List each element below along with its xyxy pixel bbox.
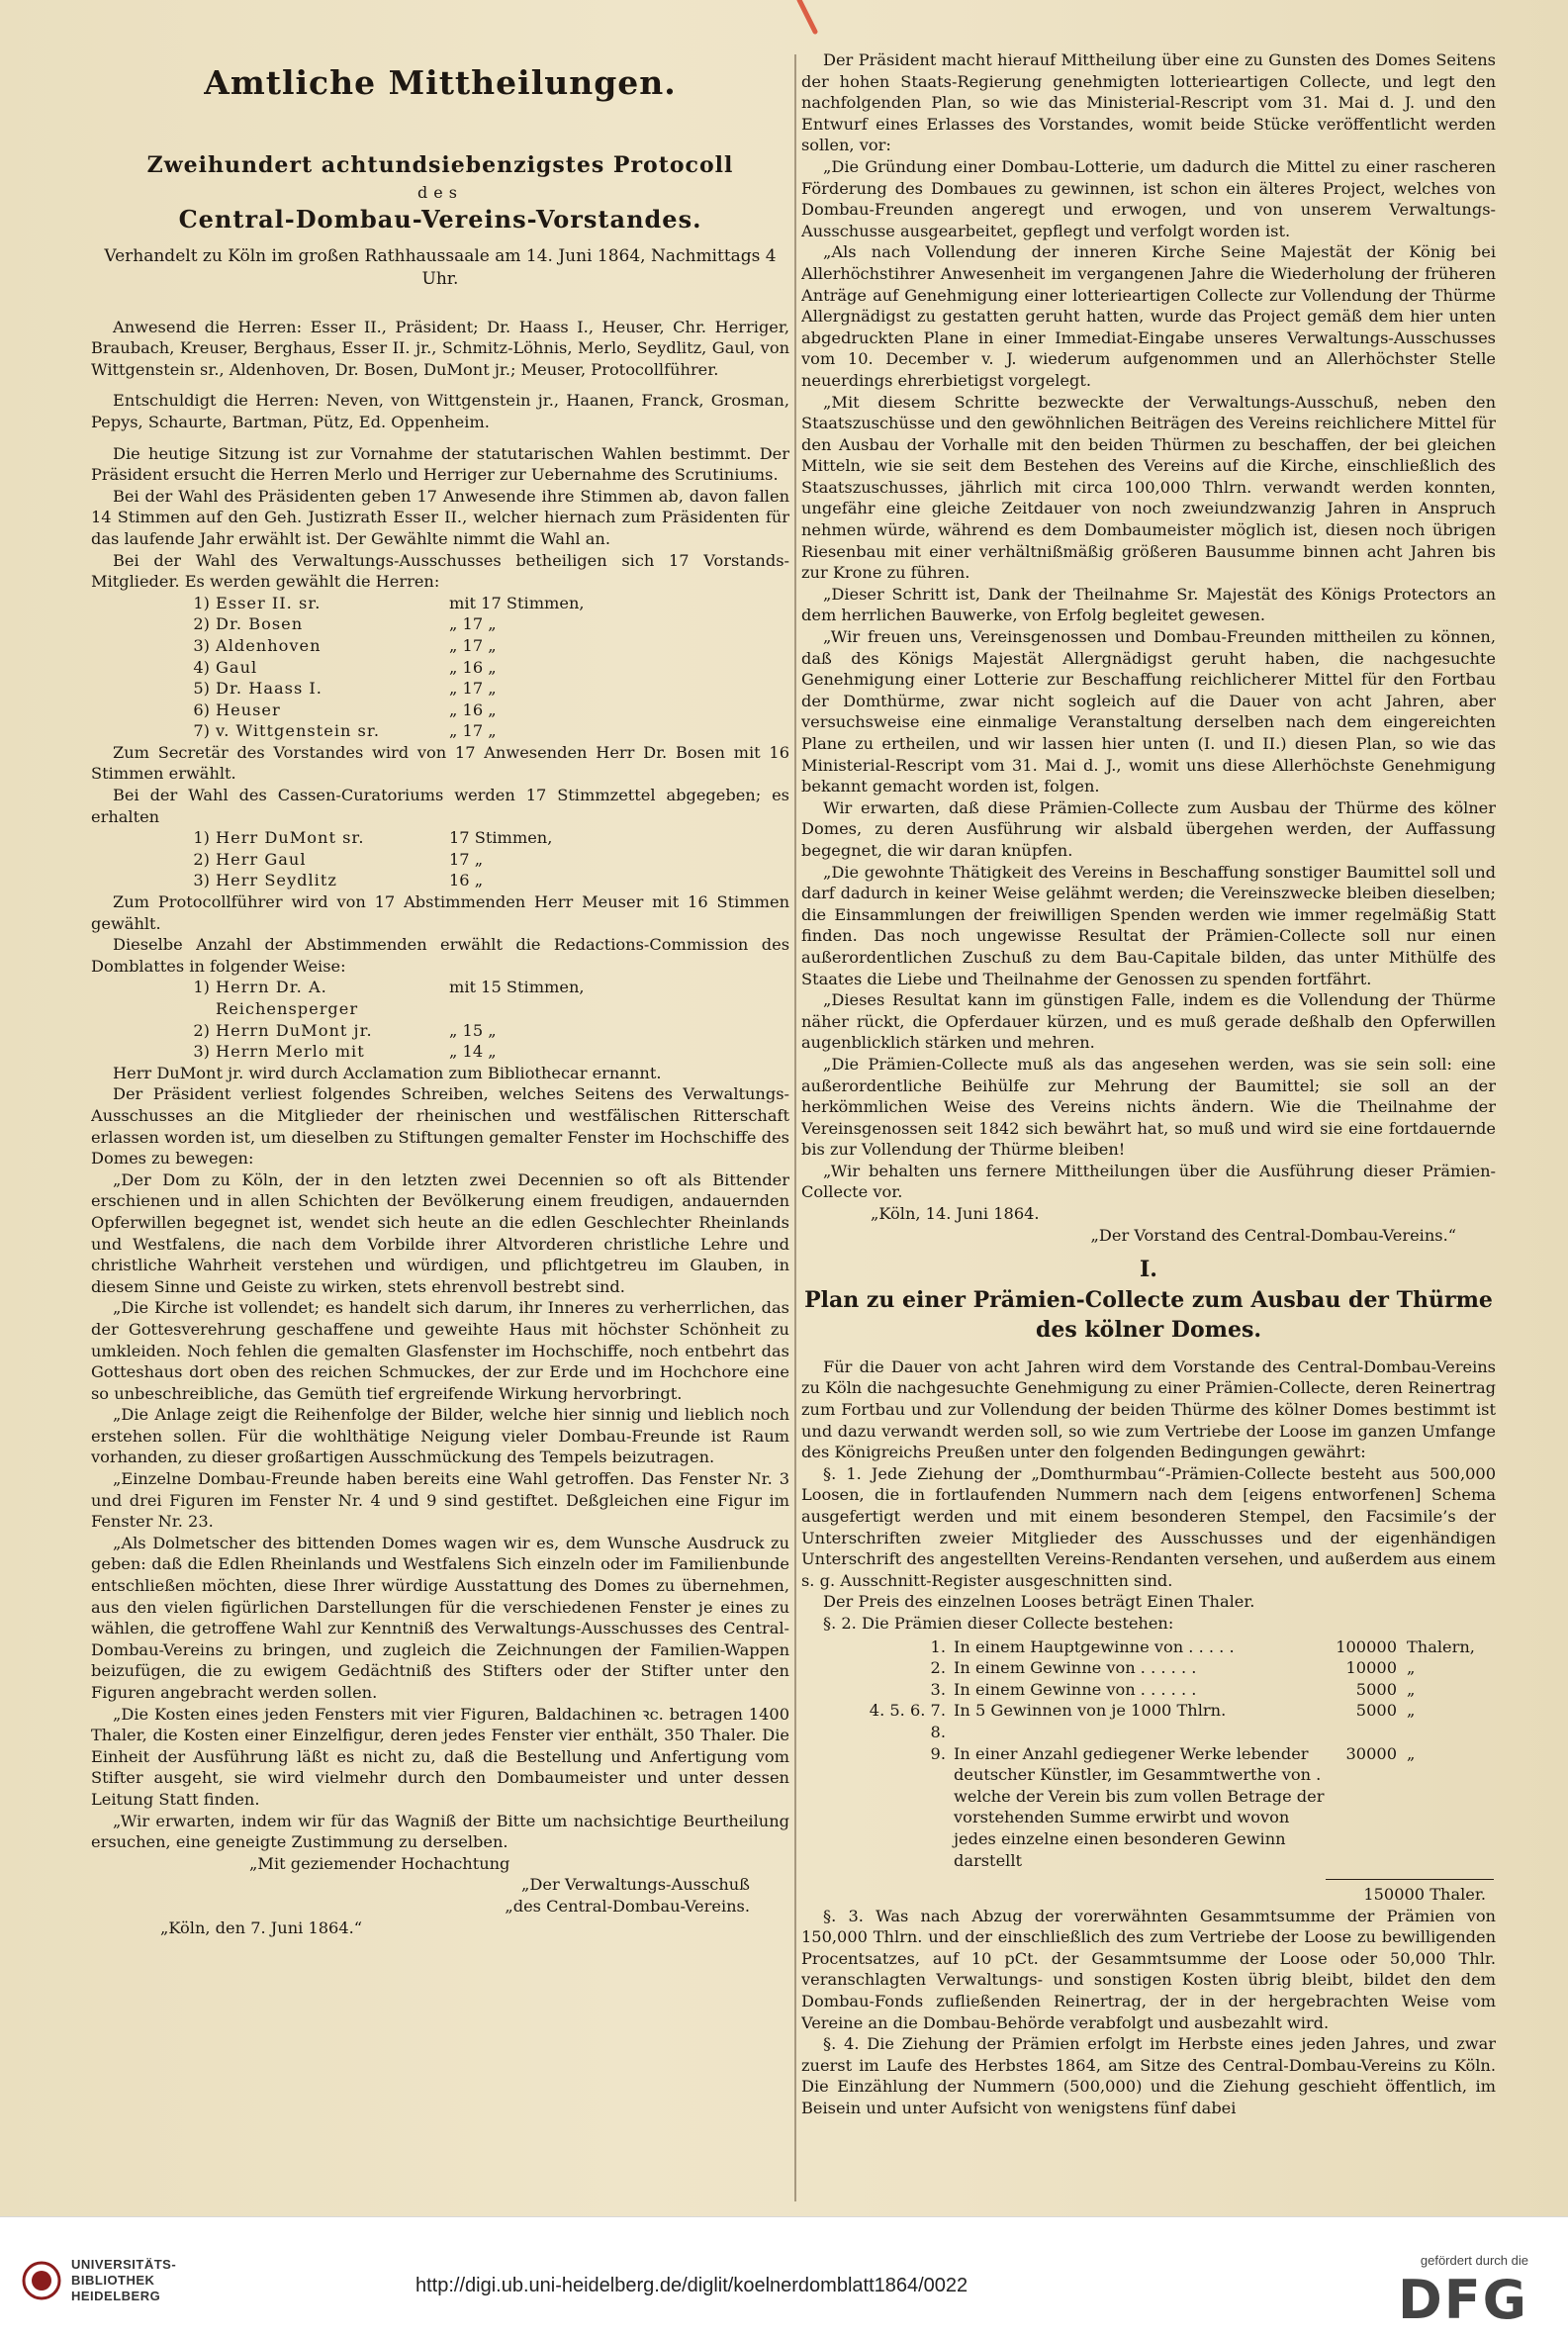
prize-number: 1. [930,1637,946,1656]
item-count: „ 17 „ [449,721,497,741]
viewer-footer [0,2216,1568,2338]
paragraph: §. 2. Die Prämien dieser Collecte bestehen: [823,1613,1174,1633]
paragraph: Bei der Wahl des Cassen-Curatoriums werden 17 Stimmzettel abgegeben; es erhalten [91,786,789,826]
item-name: Herrn DuMont jr. [216,1020,373,1040]
item-count: 17 „ [449,849,484,869]
paragraph: Die heutige Sitzung ist zur Vornahme der statutarischen Wahlen bestimmt. Der Präsident ersucht die Herren Merlo und Herriger zur Uebernahme des Scrutiniums. [91,443,789,485]
item-name: Gaul [216,657,258,677]
prize-text: In einem Gewinne von . . . . . . [954,1679,1197,1699]
quoted-paragraph: „Die gewohnte Thätigkeit des Vereins in Beschaffung sonstiger Baumittel soll und darf dadurch in keiner Weise gelähmt werden; die Vereinszwecke bleiben dieselben; die Einsammlungen der freiwilligen Spenden werden wie immer regelmäßig Statt finden. Das noch ungewisse Resultat der Prämien-Collecte soll nur einen außerordentlichen Zuschuß zu dem Bau-Capitale bilden, das unter Mithülfe des Staates die Liebe und Theilnahme der Genossen zu spenden fortfährt. [801,862,1496,988]
item-number: 2) [193,849,210,869]
paragraph: Dieselbe Anzahl der Abstimmenden erwählt die Redactions-Commission des Domblattes in folgender Weise: [91,935,789,976]
item-name: Dr. Bosen [216,614,304,634]
item-number: 1) [193,593,210,612]
redaction-list [91,977,789,1062]
quoted-paragraph: „Die Kirche ist vollendet; es handelt sich darum, ihr Inneres zu verherrlichen, das der Gottesverehrung geschaffene und geweihte Haus mit höchster Schönheit zu umkleiden. Noch fehlen die gemalten Glasfenster im Hochschiffe, noch entbehrt das Gotteshaus dort oben des reichen Schmuckes, der zur Erde und im Hochchore eine so unbeschreibliche, das Gemüth tief ergreifende Wirkung hervorbringt. [91,1298,789,1403]
item-count: „ 17 „ [449,635,497,655]
red-pen-mark [791,0,851,36]
paragraph: Zum Secretär des Vorstandes wird von 17 Anwesenden Herr Dr. Bosen mit 16 Stimmen erwählt. [91,742,789,784]
paragraph: §. 3. Was nach Abzug der vorerwähnten Gesammtsumme der Prämien von 150,000 Thlrn. und der einschließlich des zum Vertriebe der Loose zu bewilligenden Procentsatzes, auf 10 pCt. der Gesammtsumme der Loose oder 50,000 Thlr. veranschlagten Verwaltungs- und sonstigen Kosten übrig bleibt, bildet den dem Dombau-Fonds zufließenden Reinertrag, der in der hergebrachten Weise vom Vereine an die Dombau-Behörde verabfolgt und ausbezahlt wird. [801,1906,1496,2032]
committee-list [91,593,789,742]
item-number: 1) [193,828,210,848]
left-column [91,49,789,2206]
paragraph: Herr DuMont jr. wird durch Acclamation zum Bibliothecar ernannt. [113,1063,662,1082]
item-count: „ 17 „ [449,679,497,699]
quoted-paragraph: „Als nach Vollendung der inneren Kirche Seine Majestät der König bei Allerhöchstihrer Anwesenheit im vergangenen Jahre die Wiederholung der früheren Anträge auf Genehmigung einer lotterieartigen Collecte zur Vollendung der Thürme Allergnädigst zu gestatten geruht hatten, wurde das Project gemäß dem hier unten abgedruckten Plane in einer Immediat-Eingabe unseres Verwaltungs-Ausschusses vom 10. December v. J. wiederum aufgenommen und an Allerhöchster Stelle neuerdings ehrerbietigst vorgelegt. [801,242,1496,390]
item-name: Heuser [216,700,281,719]
institution-line: UNIVERSITÄTS- [71,2257,177,2272]
paragraph: Für die Dauer von acht Jahren wird dem Vorstande des Central-Dombau-Vereins zu Köln die nachgesuchte Genehmigung zu einer Prämien-Collecte, deren Reinertrag zum Fortbau und zur Vollendung der beiden Thürme des kölner Domes bestimmt ist und dazu verwandt werden soll, so wie zum Vertriebe der Loose im ganzen Umfange des Königreichs Preußen unter den folgenden Bedingungen gewährt: [801,1356,1496,1462]
list-item [91,849,789,871]
item-number: 6) [193,700,210,719]
item-count: „ 17 „ [449,614,497,634]
prize-unit: „ [1407,1743,1416,1763]
prize-value: 10000 [1345,1658,1397,1678]
source-url-link[interactable]: http://digi.ub.uni-heidelberg.de/diglit/koelnerdomblatt1864/0022 [415,2275,968,2296]
prize-text: In einem Gewinne von . . . . . . [954,1658,1197,1678]
list-item [91,613,789,635]
item-number: 2) [193,614,210,634]
item-name: Herr DuMont sr. [216,828,365,848]
item-name: v. Wittgenstein sr. [216,721,380,741]
prize-value: 100000 [1336,1637,1397,1656]
item-name: Herr Seydlitz [216,871,337,890]
item-count: mit 17 Stimmen, [449,593,585,612]
cassen-list [91,827,789,891]
list-item [91,700,789,721]
quoted-paragraph: „Dieser Schritt ist, Dank der Theilnahme Sr. Majestät des Königs Protectors an dem herrlichen Bauwerke, von Erfolg begleitet gewesen. [801,584,1496,625]
paragraph: Bei der Wahl des Verwaltungs-Ausschusses betheiligen sich 17 Vorstands-Mitglieder. Es werden gewählt die Herren: [91,550,789,592]
paragraph: Der Präsident macht hierauf Mittheilung über eine zu Gunsten des Domes Seitens der hohen Staats-Regierung genehmigten lotterieartigen Collecte, und legt den nachfolgenden Plan, so wie das Ministerial-Rescript vom 31. Mai d. J. und den Entwurf eines Erlasses des Vorstandes, womit beide Stücke veröffentlicht werden sollen, vor: [801,50,1496,155]
prize-unit: Thalern, [1407,1637,1475,1656]
quoted-paragraph: „Dieses Resultat kann im günstigen Falle, indem es die Vollendung der Thürme näher rückt, die Opferdauer kürzen, und es muß gerade deßhalb den Opferwillen augenblicklich stärken und mehren. [801,990,1496,1053]
prize-text: In 5 Gewinnen von je 1000 Thlrn. [954,1701,1227,1721]
quoted-paragraph: „Die Prämien-Collecte muß als das angesehen werden, was sie sein soll: eine außerordentliche Beihülfe zur Mehrung der Baumittel; sie soll an der herkömmlichen Weise des Vereins nichts ändern. Wie die Theilnahme der Vereinsgenossen seit 1842 sich bewährt hat, so muß und wird sie eine fortdauernde bis zur Vollendung der Thürme bleiben! [801,1054,1496,1160]
item-name: Esser II. sr. [216,593,322,612]
paragraph: Anwesend die Herren: Esser II., Präsident; Dr. Haass I., Heuser, Chr. Herriger, Braubach, Kreuser, Berghaus, Esser II. jr., Schmitz-Löhnis, Merlo, Seydlitz, Gaul, von Wittgenstein sr., Aldenhoven, Dr. Bosen, DuMont jr.; Meuser, Protocollführer. [91,317,789,379]
institution-line: BIBLIOTHEK [71,2273,155,2288]
prize-row [801,1700,1496,1742]
item-count: mit 15 Stimmen, [449,978,585,997]
closing-line: „Mit geziemender Hochachtung [249,1853,510,1873]
item-count: 16 „ [449,871,484,890]
list-item [91,593,789,614]
item-number: 3) [193,1042,210,1062]
protocol-subtitle: Central-Dombau-Vereins-Vorstandes. [178,204,702,234]
prize-value: 30000 [1345,1743,1397,1763]
prize-text: In einer Anzahl gediegener Werke lebender deutscher Künstler, im Gesammtwerthe von . welche der Verein bis zum vollen Betrage der vorstehenden Summe erwirbt und wovon jedes einzelne einen besonderen Gewinn darstellt [954,1743,1325,1870]
item-number: 3) [193,635,210,655]
paragraph: Der Präsident verliest folgendes Schreiben, welches Seitens des Verwaltungs-Ausschusses an die Mitglieder der rheinischen und westfälischen Ritterschaft erlassen worden ist, um dieselben zu Stiftungen gemalter Fenster im Hochschiffe des Domes zu bewegen: [91,1084,789,1169]
item-count: 17 Stimmen, [449,828,553,848]
quoted-paragraph: „Einzelne Dombau-Freunde haben bereits eine Wahl getroffen. Das Fenster Nr. 3 und drei Figuren im Fenster Nr. 4 und 9 sind gestiftet. Deßgleichen eine Figur im Fenster Nr. 23. [91,1469,789,1532]
quoted-paragraph: „Als Dolmetscher des bittenden Domes wagen wir es, dem Wunsche Ausdruck zu geben: daß die Edlen Rheinlands und Westfalens Sich einzeln oder im Familienbunde entschließen möchten, diese Ihrer würdige Ausstattung des Domes zu übernehmen, aus den vielen figürlichen Darstellungen für die verschiedenen Fenster je eines zu wählen, die getroffene Wahl zur Kenntniß des Verwaltungs-Ausschusses des Central-Dombau-Vereins zu bringen, und zugleich die Zeichnungen der Familien-Wappen beizufügen, die zu ewigem Gedächtniß des Stifters oder der Stifter unter den Figuren angebracht werden sollen. [91,1533,789,1702]
prize-number: 2. [930,1658,946,1678]
protocol-title: Zweihundert achtundsiebenzigstes Protocoll [146,152,734,178]
library-seal-icon [22,2261,61,2300]
list-item [91,1041,789,1063]
prize-total: 150000 Thaler. [1363,1885,1486,1905]
letter-date: „Köln, den 7. Juni 1864.“ [160,1917,363,1937]
university-library-logo[interactable] [22,2257,176,2304]
item-count: „ 16 „ [449,657,497,677]
quoted-paragraph: „Wir freuen uns, Vereinsgenossen und Dombau-Freunden mittheilen zu können, daß des Königs Majestät Allergnädigst geruht haben, die nachgesuchte Genehmigung einer Lotterie zur Beschaffung reichlicherer Mittel für den Fortbau der Domthürme, zwar nicht sogleich auf die Dauer von acht Jahren, aber versuchsweise eine einmalige Veranstaltung derselben nach dem eingereichten Plane zu ertheilen, und wir lassen hier unten (I. und II.) diesen Plan, so wie das Ministerial-Rescript vom 31. Mai d. J., womit uns diese Allerhöchste Genehmigung bekannt gemacht worden ist, folgen. [801,627,1496,796]
funded-by-label: gefördert durch die [1420,2253,1528,2268]
quoted-paragraph: „Mit diesem Schritte bezweckte der Verwaltungs-Ausschuß, neben den Staatszuschüsse und den gewöhnlichen Beiträgen des Vereins reichlichere Mittel für den Ausbau der Vorhalle mit den beiden Thürmen zu beschaffen, der bei gleichen Mitteln, wie sie seit dem Bestehen des Vereins auf die Kirche, einschließlich des Staatszuschusses, jährlich mit circa 100,000 Thlrn. verwandt werden konnten, ungefähr eine gleiche Zeitdauer von noch zweiundzwanzig Jahren in Anspruch nehmen würde, während es dem Dombaumeister möglich ist, diesen noch übrigen Riesenbau mit einer verhältnißmäßig größeren Bausumme binnen acht Jahren bis zur Krone zu führen. [801,392,1496,583]
institution-line: HEIDELBERG [71,2289,161,2303]
prize-row [801,1657,1496,1679]
protocol-des: des [417,183,463,202]
quoted-paragraph: „Der Dom zu Köln, der in den letzten zwei Decennien so oft als Bittender erschienen und in allen Schichten der Bevölkerung einem freudigen, andauernden Opferwillen begegnet ist, wendet sich heute an die edlen Geschlechter Rheinlands und Westfalens, die nach dem Vorbilde ihrer Altvorderen christliche Lehre und christliche Wahrheit verstehen und würdigen, und pflichtgetreu im Glauben, in diesem Sinne und Geiste zu wirken, stets ehrenvoll bestrebt sind. [91,1169,789,1296]
list-item [91,977,789,1019]
prize-text: In einem Hauptgewinne von . . . . . [954,1637,1235,1656]
item-name: Aldenhoven [216,635,322,655]
dfg-logo[interactable]: DFG [1397,2269,1528,2331]
paragraph: §. 1. Jede Ziehung der „Domthurmbau“-Prämien-Collecte besteht aus 500,000 Loosen, die in fortlaufenden Nummern nach dem [eigens entworfenen] Schema ausgefertigt werden und mit einem besonderen Stempel, den Facsimile’s der Unterschriften zweier Mitglieder des Ausschusses und der eigenhändigen Unterschrift des angestellten Vereins-Rendanten versehen, und außerdem aus einem s. g. Ausschnitt-Register ausgeschnitten sind. [801,1463,1496,1590]
letter-date: „Köln, 14. Juni 1864. [871,1204,1040,1224]
list-item [91,657,789,679]
signature-line: „des Central-Dombau-Vereins. [505,1896,750,1916]
protocol-place: Verhandelt zu Köln im großen Rathhaussaale am 14. Juni 1864, Nachmittags 4 Uhr. [104,245,777,289]
item-number: 7) [193,721,210,741]
prize-number: 9. [930,1743,946,1763]
list-item [91,635,789,657]
plan-title: Plan zu einer Prämien-Collecte zum Ausbau der Thürme des kölner Domes. [804,1286,1493,1343]
item-number: 2) [193,1020,210,1040]
item-count: „ 15 „ [449,1020,497,1040]
item-number: 1) [193,978,210,997]
plan-number: I. [1140,1257,1157,1283]
prize-row [801,1637,1496,1658]
item-number: 4) [193,657,210,677]
paragraph: §. 4. Die Ziehung der Prämien erfolgt im Herbste eines jeden Jahres, und zwar zuerst im Laufe des Herbstes 1864, am Sitze des Central-Dombau-Vereins zu Köln. Die Einzählung der Nummern (500,000) und die Ziehung geschieht öffentlich, im Beisein und unter Aufsicht von wenigstens fünf dabei [801,2034,1496,2118]
item-name: Herrn Merlo mit [216,1042,365,1062]
quoted-paragraph: „Die Anlage zeigt die Reihenfolge der Bilder, welche hier sinnig und lieblich noch erstehen sollen. Für die wohlthätige Neigung vieler Dombau-Freunde ist Raum vorhanden, zu dieser großartigen Ausschmückung des Tempels beizutragen. [91,1405,789,1467]
quoted-paragraph: „Wir behalten uns fernere Mittheilungen über die Ausführung dieser Prämien-Collecte vor. [801,1161,1496,1202]
list-item [91,827,789,849]
section-heading: Amtliche Mittheilungen. [204,63,677,102]
quoted-paragraph: Wir erwarten, daß diese Prämien-Collecte zum Ausbau der Thürme des kölner Domes, zu deren Ausführung wir alsbald übergehen werden, der Auffassung begegnet, die wir daran knüpfen. [801,797,1496,860]
prize-number: 4. 5. 6. 7. 8. [869,1701,946,1741]
column-divider [794,54,796,2201]
item-number: 3) [193,871,210,890]
prize-unit: „ [1407,1679,1416,1699]
paragraph: Der Preis des einzelnen Looses beträgt Einen Thaler. [823,1592,1255,1612]
prize-unit: „ [1407,1658,1416,1678]
quoted-paragraph: „Die Gründung einer Dombau-Lotterie, um dadurch die Mittel zu einer rascheren Förderung des Dombaues zu gewinnen, ist schon ein älteres Project, welches von Dombau-Freunden angeregt und erwogen, und von unserem Verwaltungs-Ausschusse ausgearbeitet, gepflegt und verfolgt worden ist. [801,156,1496,240]
item-name: Herrn Dr. A. Reichensperger [216,978,359,1018]
paragraph: Zum Protocollführer wird von 17 Abstimmenden Herr Meuser mit 16 Stimmen gewählt. [91,892,789,933]
paragraph: Bei der Wahl des Präsidenten geben 17 Anwesende ihre Stimmen ab, davon fallen 14 Stimmen auf den Geh. Justizrath Esser II., welcher hiernach zum Präsidenten für das laufende Jahr erwählt ist. Der Gewählte nimmt die Wahl an. [91,486,789,548]
institution-name [71,2257,176,2304]
list-item [91,1020,789,1042]
paragraph: Entschuldigt die Herren: Neven, von Wittgenstein jr., Haanen, Franck, Grosman, Pepys, Schaurte, Bartman, Pütz, Ed. Oppenheim. [91,391,789,431]
quoted-paragraph: „Wir erwarten, indem wir für das Wagniß der Bitte um nachsichtige Beurtheilung ersuchen, eine geneigte Zustimmung zu derselben. [91,1811,789,1852]
item-count: „ 14 „ [449,1042,497,1062]
quoted-paragraph: „Die Kosten eines jeden Fensters mit vier Figuren, Baldachinen ꝛc. betragen 1400 Thaler, die Kosten einer Einzelfigur, deren jedes Fenster vier enthält, 350 Thaler. Die Einheit der Ausführung läßt es nicht zu, daß die Bestellung und Anfertigung vom Stifter ausgeht, sie wird vielmehr durch den Dombaumeister und unter dessen Leitung Statt finden. [91,1704,789,1809]
item-count: „ 16 „ [449,700,497,719]
item-name: Herr Gaul [216,849,307,869]
item-name: Dr. Haass I. [216,679,323,699]
signature-line: „Der Vorstand des Central-Dombau-Vereins.“ [1090,1225,1456,1245]
list-item [91,870,789,891]
prize-value: 5000 [1355,1679,1397,1699]
item-number: 5) [193,679,210,699]
signature-line: „Der Verwaltungs-Ausschuß [521,1875,750,1895]
list-item [91,678,789,700]
prize-value: 5000 [1355,1701,1397,1721]
prize-list [801,1637,1496,1872]
prize-unit: „ [1407,1701,1416,1721]
list-item [91,720,789,742]
prize-row [801,1679,1496,1701]
prize-number: 3. [930,1679,946,1699]
prize-row [801,1743,1496,1872]
right-column [801,49,1496,2206]
